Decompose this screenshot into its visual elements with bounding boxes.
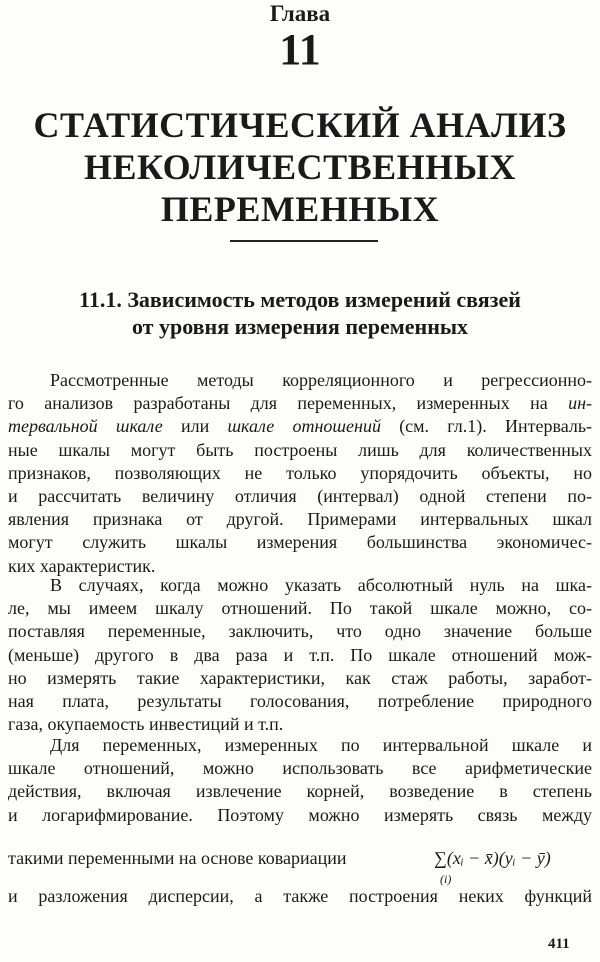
text-line: поставляя переменные, заключить, что одно значение больше <box>8 621 592 642</box>
text-line: ких характеристик. <box>8 555 156 576</box>
text-line: ле, мы имеем шкалу отношений. По такой шкале можно, со- <box>8 598 592 619</box>
text-line: такими переменными на основе ковариации <box>8 848 347 868</box>
text-line: (меньше) другого в два раза и т.п. По шкале отношений мож- <box>8 644 592 665</box>
formula-subscript: (i) <box>440 872 452 886</box>
text-line: В случаях, когда можно указать абсолютный нуль на шка- <box>50 575 592 595</box>
text-line: ные шкалы могут быть построены лишь для количественных <box>8 439 592 460</box>
text-line: шкале отношений, можно использовать все арифметические <box>8 758 592 779</box>
formula-line <box>8 847 592 886</box>
paragraph-3 <box>8 734 592 827</box>
text-line: и логарифмирование. Поэтому можно измерять связь между <box>8 804 592 825</box>
text-line: газа, окупаемость инвестиций и т.п. <box>8 714 284 735</box>
title-divider <box>230 240 378 242</box>
section-heading-line: от уровня измерения переменных <box>131 314 469 339</box>
text-line: Рассмотренные методы корреляционного и регрессионно- <box>50 370 592 390</box>
paragraph-1 <box>8 369 592 578</box>
chapter-number: 11 <box>279 25 321 74</box>
covariance-formula: ∑(xᵢ − x̄)(yᵢ − ȳ) <box>434 848 551 868</box>
text-line: могут служить шкалы измерения большинства экономичес- <box>8 532 592 553</box>
chapter-title-line: НЕКОЛИЧЕСТВЕННЫХ <box>83 147 517 187</box>
page-number: 411 <box>548 936 570 952</box>
text-line: но измерять такие характеристики, как стаж работы, заработ- <box>8 667 592 688</box>
text-line: признаков, позволяющих не только упорядочить объекты, но <box>8 462 592 483</box>
chapter-label: Глава <box>269 1 331 26</box>
text-line: тервальной шкале или шкале отношений (см. гл.1). Интерваль- <box>8 416 593 437</box>
text-line: явления признака от другой. Примерами интервальных шкал <box>8 509 592 530</box>
text-line: Для переменных, измеренных по интервальной шкале и <box>50 735 592 755</box>
text-line: действия, включая извлечение корней, возведение в степень <box>8 781 592 802</box>
text-line: ная плата, результаты голосования, потребление природного <box>8 690 592 711</box>
chapter-title-line: ПЕРЕМЕННЫХ <box>160 189 440 229</box>
chapter-title <box>0 104 600 230</box>
text-line: и рассчитать величину отличия (интервал) одной степени по- <box>8 485 592 506</box>
text-line: и разложения дисперсии, а также построения неких функций <box>8 886 592 906</box>
chapter-title-line: СТАТИСТИЧЕСКИЙ АНАЛИЗ <box>33 105 567 145</box>
section-heading-line: 11.1. Зависимость методов измерений связей <box>79 287 521 312</box>
section-heading <box>0 286 600 340</box>
paragraph-2 <box>8 574 592 736</box>
text-line: го анализов разработаны для переменных, измеренных на ин- <box>8 393 593 414</box>
